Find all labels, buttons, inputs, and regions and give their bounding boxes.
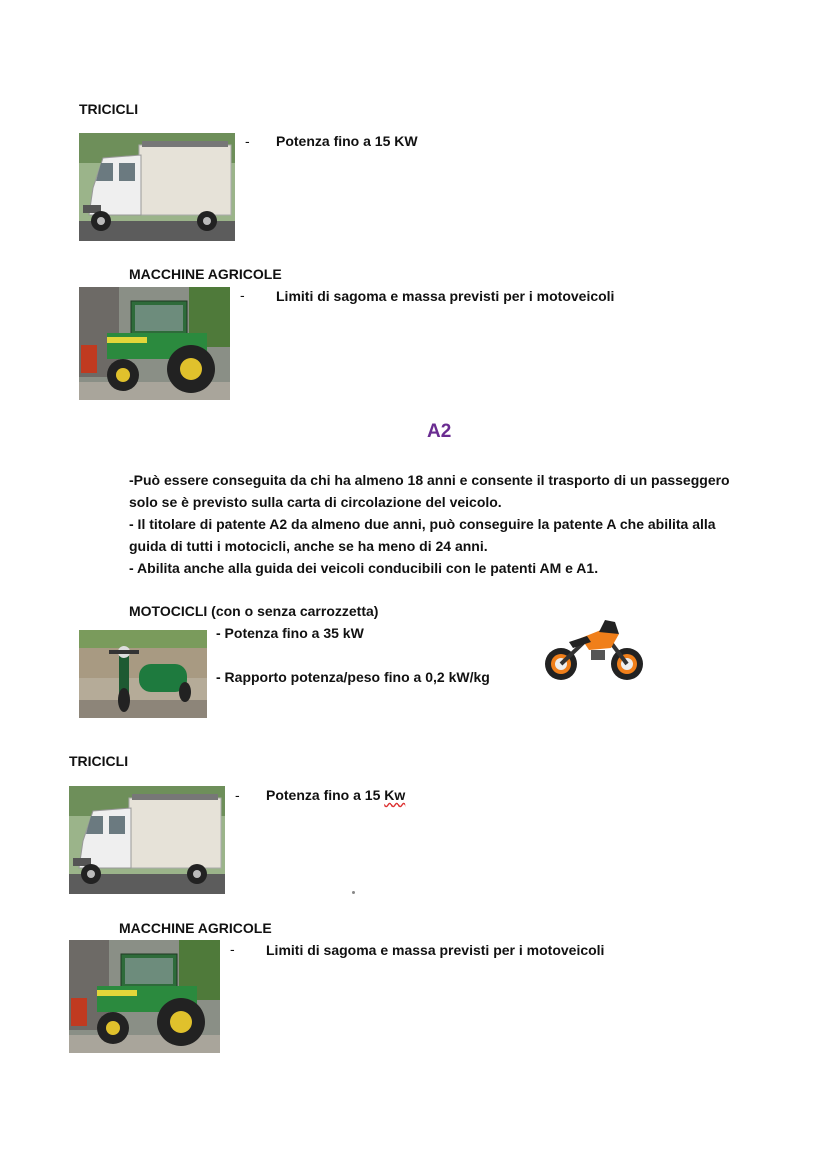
bullet-dash: -: [230, 941, 235, 957]
a2-line-4: guida di tutti i motocicli, anche se ha meno di 24 anni.: [129, 538, 488, 554]
dot-artifact: [352, 891, 355, 894]
power-value: Potenza fino a 15: [266, 787, 385, 803]
bullet-dash: -: [245, 133, 250, 149]
tricicli-heading: TRICICLI: [79, 101, 139, 117]
macchine-limits-text: Limiti di sagoma e massa previsti per i motoveicoli: [276, 288, 615, 304]
three-wheel-van-photo: [69, 786, 225, 894]
green-tractor-photo: [69, 940, 220, 1053]
green-tractor-photo: [79, 287, 230, 400]
orange-motorcycle-photo: [539, 612, 649, 688]
bullet-dash: -: [235, 787, 240, 803]
motocicli-heading: MOTOCICLI (con o senza carrozzetta): [129, 603, 379, 619]
macchine-limits-text: Limiti di sagoma e massa previsti per i motoveicoli: [266, 942, 605, 958]
macchine-agricole-heading: MACCHINE AGRICOLE: [129, 266, 282, 282]
a2-line-1: -Può essere conseguita da chi ha almeno 18 anni e consente il trasporto di un passeggero: [129, 472, 730, 488]
macchine-agricole-heading: MACCHINE AGRICOLE: [119, 920, 272, 936]
a2-line-3: - Il titolare di patente A2 da almeno due anni, può conseguire la patente A che abilita alla: [129, 516, 716, 532]
sidecar-motorcycle-photo: [79, 630, 207, 718]
a2-line-2: solo se è previsto sulla carta di circolazione del veicolo.: [129, 494, 502, 510]
motocicli-ratio-text: - Rapporto potenza/peso fino a 0,2 kW/kg: [216, 669, 490, 685]
a2-line-5: - Abilita anche alla guida dei veicoli conducibili con le patenti AM e A1.: [129, 560, 599, 576]
motocicli-power-text: - Potenza fino a 35 kW: [216, 625, 364, 641]
a2-description: [129, 469, 769, 579]
three-wheel-van-photo: [79, 133, 235, 241]
bullet-dash: -: [240, 287, 245, 303]
tricicli-power-text: Potenza fino a 15 KW: [276, 133, 418, 149]
tricicli-power-text: [266, 787, 405, 803]
tricicli-heading: TRICICLI: [69, 753, 129, 769]
power-unit-misspelled: Kw: [384, 787, 406, 803]
a2-title: A2: [427, 421, 452, 442]
